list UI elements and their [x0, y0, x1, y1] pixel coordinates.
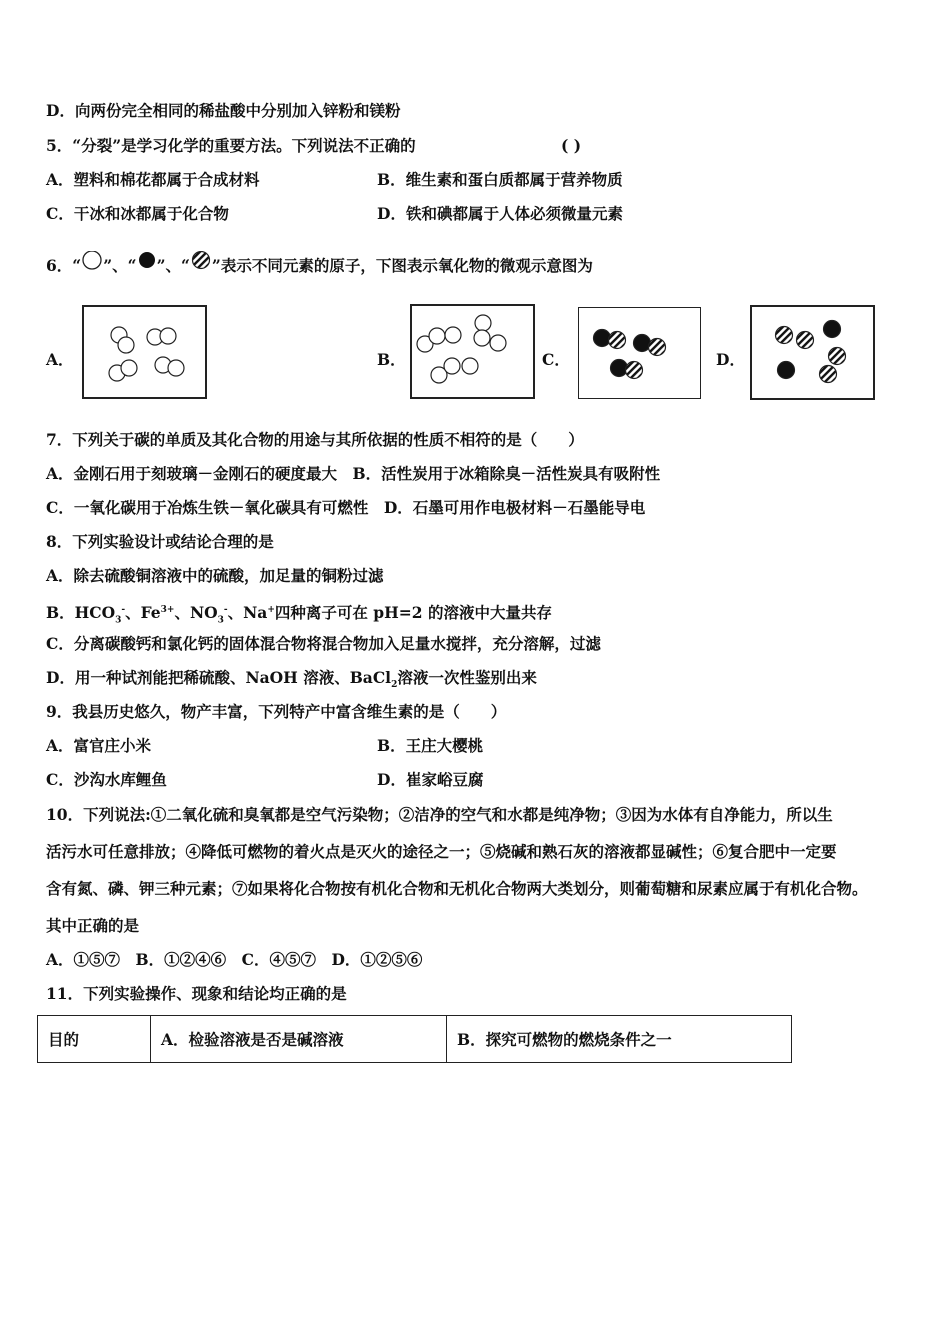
striped-atom-icon	[190, 251, 212, 273]
sub: 2	[391, 680, 398, 691]
white-atom-icon	[168, 360, 184, 376]
q6-stem	[46, 251, 593, 276]
striped-atom-icon	[820, 366, 837, 383]
striped-atom-icon	[797, 332, 814, 349]
q5-stem	[46, 136, 582, 156]
striped-atom-icon	[609, 332, 626, 349]
q5-option-a: A．塑料和棉花都属于合成材料	[46, 170, 260, 189]
q10-line-4: 其中正确的是	[46, 916, 140, 935]
table-cell: A．检验溶液是否是碱溶液	[151, 1016, 447, 1063]
q5-option-c: C．干冰和冰都属于化合物	[46, 204, 229, 223]
quote: ”、“	[156, 256, 190, 275]
t: 溶液一次性鉴别出来	[397, 668, 537, 687]
quote: “	[72, 256, 82, 275]
q6-diagram-d[interactable]	[750, 305, 875, 400]
q6-diagram-c[interactable]	[578, 307, 701, 399]
black-atom-icon	[137, 251, 157, 273]
white-atom-icon	[445, 327, 461, 343]
q8-option-d	[46, 668, 537, 695]
q10-line-2: 活污水可任意排放；④降低可燃物的着火点是灭火的途径之一；⑤烧碱和熟石灰的溶液都显碱性；⑥复合肥中一定要	[46, 842, 837, 861]
q6-label-a: A．	[46, 350, 74, 369]
black-atom-icon	[778, 362, 795, 379]
q9-stem: 9．我县历史悠久，物产丰富，下列特产中富含维生素的是（ ）	[46, 702, 507, 721]
table-cell: B．探究可燃物的燃烧条件之一	[447, 1016, 792, 1063]
q6-label-b: B．	[377, 350, 406, 369]
q7-options-ab: A．金刚石用于刻玻璃－金刚石的硬度最大 B．活性炭用于冰箱除臭－活性炭具有吸附性	[46, 464, 661, 483]
q5-option-d: D．铁和碘都属于人体必须微量元素	[377, 204, 623, 223]
sub: 3	[217, 615, 224, 626]
black-atom-icon	[594, 330, 611, 347]
table-cell: 目的	[38, 1016, 151, 1063]
white-atom-icon	[160, 328, 176, 344]
black-atom-icon	[611, 360, 628, 377]
q7-stem: 7．下列关于碳的单质及其化合物的用途与其所依据的性质不相符的是（ ）	[46, 430, 584, 449]
white-atom-icon	[474, 330, 490, 346]
white-atom-icon	[462, 358, 478, 374]
sup: +	[267, 605, 275, 615]
q5-answer-paren: ( )	[561, 136, 582, 155]
q8-option-c: C．分离碳酸钙和氯化钙的固体混合物将混合物加入足量水搅拌，充分溶解，过滤	[46, 634, 601, 653]
q6-stem-text: ”表示不同元素的原子，下图表示氧化物的微观示意图为	[211, 256, 593, 275]
sup: 3+	[160, 605, 175, 615]
q8-stem: 8．下列实验设计或结论合理的是	[46, 532, 274, 551]
white-atom-icon	[429, 328, 445, 344]
t: D．用一种试剂能把稀硫酸、NaOH 溶液、BaCl	[46, 668, 392, 687]
q6-label-d: D．	[716, 350, 745, 369]
q11-table	[37, 1015, 792, 1063]
white-atom-icon	[475, 315, 491, 331]
q6-label-c: C．	[542, 350, 570, 369]
sup: -	[223, 605, 228, 615]
t: B．HCO	[46, 603, 116, 623]
t: 、Fe	[125, 603, 161, 623]
q9-option-b: B．王庄大樱桃	[377, 736, 484, 755]
black-atom-icon	[824, 321, 841, 338]
white-atom-icon	[121, 360, 137, 376]
t: 、NO	[174, 603, 218, 623]
q9-option-a: A．富官庄小米	[46, 736, 152, 755]
striped-atom-icon	[829, 348, 846, 365]
q6-num: 6．	[46, 256, 73, 275]
q8-option-b	[46, 600, 552, 630]
q10-line-3: 含有氮、磷、钾三种元素；⑦如果将化合物按有机化合物和无机化合物两大类划分，则葡萄糖和尿素应属于有机化合物。	[46, 879, 868, 898]
table-row	[38, 1016, 792, 1063]
q9-option-c: C．沙沟水库鲤鱼	[46, 770, 167, 789]
t: 四种离子可在 pH=2 的溶液中大量共存	[274, 603, 552, 623]
q10-options: A．①⑤⑦ B．①②④⑥ C．④⑤⑦ D．①②⑤⑥	[46, 950, 423, 969]
striped-atom-icon	[649, 339, 666, 356]
white-atom-icon	[490, 335, 506, 351]
q11-stem: 11．下列实验操作、现象和结论均正确的是	[46, 984, 347, 1003]
q4-option-d: D．向两份完全相同的稀盐酸中分别加入锌粉和镁粉	[46, 101, 401, 120]
q8-option-a: A．除去硫酸铜溶液中的硫酸，加足量的铜粉过滤	[46, 566, 384, 585]
black-atom-icon	[634, 335, 651, 352]
striped-atom-icon	[626, 362, 643, 379]
q6-diagram-a[interactable]	[82, 305, 207, 399]
white-atom-icon	[444, 358, 460, 374]
white-atom-icon	[81, 251, 103, 273]
q5-stem-text: 5．“分裂”是学习化学的重要方法。下列说法不正确的	[46, 136, 416, 155]
quote: ”、“	[103, 256, 137, 275]
sup: -	[121, 605, 126, 615]
sub: 3	[115, 615, 122, 626]
q5-option-b: B．维生素和蛋白质都属于营养物质	[377, 170, 623, 189]
q9-option-d: D．崔家峪豆腐	[377, 770, 484, 789]
t: 、Na	[227, 603, 268, 623]
striped-atom-icon	[776, 327, 793, 344]
q7-options-cd: C．一氧化碳用于冶炼生铁－氧化碳具有可燃性 D．石墨可用作电极材料－石墨能导电	[46, 498, 646, 517]
white-atom-icon	[118, 337, 134, 353]
q6-diagram-b[interactable]	[410, 304, 535, 399]
q10-line-1: 10．下列说法:①二氧化硫和臭氧都是空气污染物；②洁净的空气和水都是纯净物；③因为水体有自净能力，所以生	[46, 805, 833, 824]
